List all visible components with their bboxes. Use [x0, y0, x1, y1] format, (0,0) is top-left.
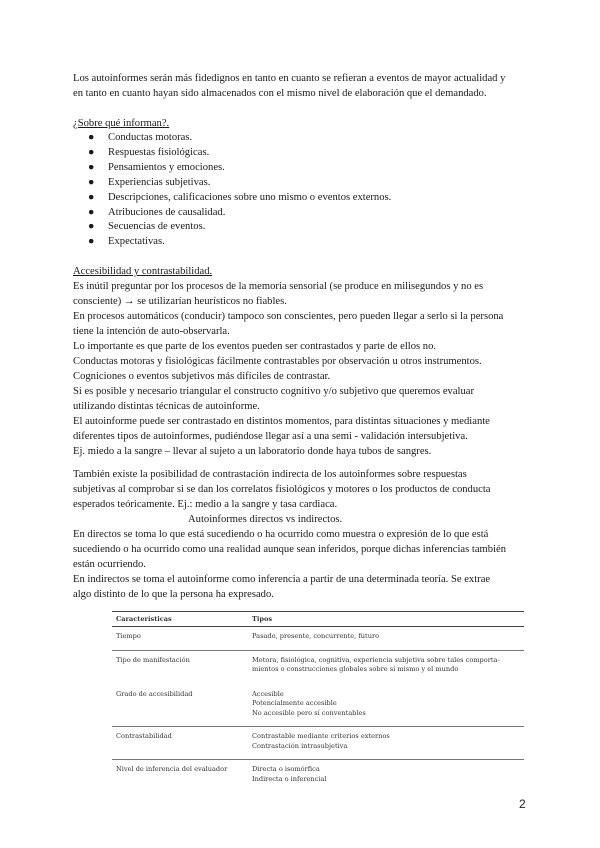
inform-heading: ¿Sobre qué informan?. [73, 118, 170, 129]
bullet-icon: ● [88, 176, 95, 188]
text-line: en tanto en cuanto hayan sido almacenados con el mismo nivel de elaboración que el demandado. [73, 88, 487, 99]
list-item-text: Conductas motoras. [108, 132, 193, 143]
list-item [88, 146, 508, 161]
intro-paragraph [73, 71, 533, 101]
bullet-icon: ● [88, 132, 95, 143]
inform-list [88, 131, 508, 250]
bullet-icon: ● [88, 236, 95, 248]
table-cell-types [248, 627, 524, 651]
table-cell-types [248, 760, 524, 788]
table-row [112, 650, 524, 687]
table-row [112, 727, 524, 760]
list-item-text: Respuestas fisiológicas. [108, 146, 210, 158]
list-item-text: Secuencias de eventos. [108, 221, 206, 233]
text-line: utilizando distintas técnicas de autoinforme. [73, 401, 260, 412]
bullet-icon: ● [88, 206, 95, 218]
list-item [88, 206, 508, 221]
list-item-text: Expectativas. [108, 236, 165, 248]
text-line: Sí es posible y necesario triangular el constructo cognitivo y/o subjetivo que queremos evaluar [73, 386, 474, 397]
list-item [88, 161, 508, 176]
text-line: están ocurriendo. [73, 559, 146, 570]
table-cell-line: Contrastación intrasubjetiva [252, 741, 348, 750]
text-line: También existe la posibilidad de contrastación indirecta de los autoinformes sobre respuestas [73, 469, 467, 480]
table-cell-line: mientos o construcciones globales sobre sí mismo y el mundo [252, 665, 459, 673]
table-row [112, 760, 524, 788]
text-line: En procesos automáticos (conducir) tampoco son conscientes, pero pueden llegar a serlo si la persona [73, 311, 504, 322]
text-line: Conductas motoras y fisiológicas fácilmente contrastables por observación u otros instrumentos. [73, 356, 482, 367]
text-line: subjetivas al comprobar si se dan los correlatos fisiológicos y motores o los productos de conducta [73, 484, 491, 495]
text-line: tiene la intención de auto-observarla. [73, 326, 230, 337]
table-cell-types [248, 687, 524, 727]
table-row [112, 687, 524, 727]
table-cell-line: Contrastable mediante criterios externos [252, 732, 390, 740]
text-line: esperados teóricamente. Ej.: medio a la sangre y tasa cardiaca. [73, 499, 338, 510]
table-cell-feature: Tipo de manifestación [112, 650, 248, 687]
access-heading: Accesibilidad y contrastabilidad. [73, 266, 213, 277]
text-line: consciente) → se utilizarían heurísticos no fiables. [73, 296, 287, 307]
direct-indirect-paragraph [73, 527, 533, 602]
table-cell-line: Accesible [252, 689, 284, 698]
text-line: Los autoinformes serán más fidedignos en tanto en cuanto se refieran a eventos de mayor actualidad y [73, 73, 506, 84]
text-line: sucediendo o ha ocurrido como una realidad aunque sean inferidos, porque dichas inferencias también [73, 544, 507, 555]
table-header-row [112, 612, 524, 627]
page-number: 2 [519, 797, 526, 811]
list-item-text: Pensamientos y emociones. [108, 161, 225, 173]
indirect-contrast-paragraph [73, 467, 533, 512]
bullet-icon: ● [88, 221, 95, 233]
table-cell-feature: Tiempo [116, 632, 141, 640]
list-item-text: Experiencias subjetivas. [108, 176, 211, 188]
text-line: Es inútil preguntar por los procesos de la memoria sensorial (se produce en milisegundos y no es [73, 281, 484, 292]
list-item [88, 191, 508, 206]
table-cell-line: Motora, fisiológica, cognitiva, experiencia subjetiva sobre tales comporta- [252, 655, 500, 664]
table-cell-feature: Contrastabilidad [112, 727, 248, 760]
table-cell-line: Potencialmente accesible [252, 699, 337, 707]
table-cell-feature: Grado de accesibilidad [116, 689, 193, 698]
table-row [112, 627, 524, 651]
text-line: Cogniciones o eventos subjetivos más difíciles de contrastar. [73, 371, 331, 382]
direct-indirect-heading: Autoinformes directos vs indirectos. [188, 514, 343, 525]
list-item [88, 176, 508, 191]
list-item [88, 235, 508, 250]
table-cell-line: Directa o isomórfica [252, 765, 320, 773]
characteristics-table [112, 611, 524, 787]
text-line: En directos se toma lo que está sucediendo o ha ocurrido como muestra o expresión de lo que está [73, 529, 489, 540]
access-paragraph [73, 279, 533, 459]
text-line: diferentes tipos de autoinformes, pudiéndose llegar así a una semi - validación intersubjetiva. [73, 431, 468, 442]
text-line: Lo importante es que parte de los eventos pueden ser contrastados y parte de ellos no. [73, 341, 437, 352]
table-cell-line: No accesible pero sí conventables [252, 708, 366, 717]
list-item [88, 131, 508, 146]
table-cell-feature: Nivel de inferencia del evaluador [112, 760, 248, 788]
bullet-icon: ● [88, 191, 95, 203]
column-header: Tipos [248, 612, 524, 627]
table-cell-types [248, 650, 524, 687]
bullet-icon: ● [88, 146, 95, 158]
table-cell-line: Indirecta o inferencial [252, 774, 327, 783]
list-item [88, 220, 508, 235]
text-line: Ej. miedo a la sangre – llevar al sujeto a un laboratorio donde haya tubos de sangres. [73, 446, 432, 457]
text-line: El autoinforme puede ser contrastado en distintos momentos, para distintas situaciones y mediante [73, 416, 490, 427]
list-item-text: Atribuciones de causalidad. [108, 206, 226, 218]
column-header: Características [112, 612, 248, 627]
list-item-text: Descripciones, calificaciones sobre uno mismo o eventos externos. [108, 191, 392, 203]
table-cell-line: Pasado, presente, concurrente, futuro [252, 632, 380, 640]
text-line: En indirectos se toma el autoinforme como inferencia a partir de una determinada teoría. Se extrae [73, 574, 491, 585]
table-cell-types [248, 727, 524, 760]
bullet-icon: ● [88, 161, 95, 173]
text-line: algo distinto de lo que la persona ha expresado. [73, 589, 274, 600]
